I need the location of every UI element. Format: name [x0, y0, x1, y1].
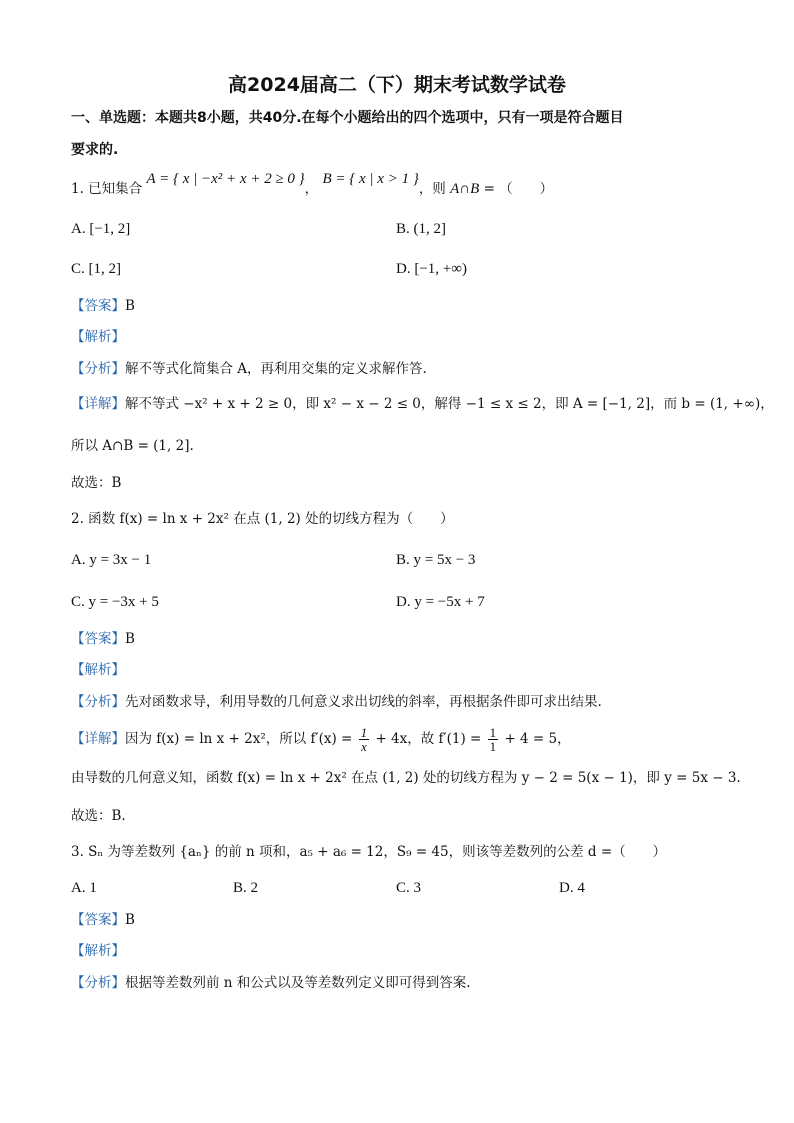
q2-option-a: A. y = 3x − 1	[71, 552, 152, 568]
q3-fenxi	[71, 974, 471, 992]
q1-stem-tail: = （ ）	[479, 181, 554, 197]
q2-frac1-den: x	[361, 739, 367, 754]
q1-set-b: B = { x | x > 1 }	[322, 171, 419, 187]
q1-fenxi	[71, 360, 427, 378]
q1-option-b: B. (1, 2]	[396, 221, 446, 237]
q1-sep: ，	[304, 181, 319, 197]
answer-tag: 【答案】	[71, 298, 125, 314]
q1-set-a: A = { x | −x² + x + 2 ≥ 0 }	[146, 171, 305, 187]
q2-answer-value: B	[125, 631, 135, 647]
q2-detail-b: + 4x，故 f′(1) =	[375, 731, 482, 747]
question-3-stem: 3. Sₙ 为等差数列 {aₙ} 的前 n 项和，a₅ + a₆ = 12，S₉ = 45，则该等差数列的公差 d =（ ）	[71, 844, 667, 860]
q3-answer	[71, 911, 135, 929]
q2-fraction-2	[488, 726, 499, 753]
q1-option-c: C. [1, 2]	[71, 261, 121, 277]
q3-option-c: C. 3	[396, 880, 422, 896]
question-2-stem: 2. 函数 f(x) = ln x + 2x² 在点 (1, 2) 处的切线方程为（ ）	[71, 511, 454, 527]
q1-detail-text: 解不等式 −x² + x + 2 ≥ 0，即 x² − x − 2 ≤ 0，解得 −1 ≤ x ≤ 2，即 A = [−1, 2]，而 b = (1, +∞)，	[125, 396, 774, 412]
q1-detail-cont: 所以 A∩B = (1, 2].	[71, 438, 194, 454]
q1-answer	[71, 297, 135, 315]
q1-stem-prefix: 1. 已知集合	[71, 181, 143, 197]
page-title: 高2024届高二（下）期末考试数学试卷	[228, 74, 566, 96]
question-1-stem	[71, 171, 554, 198]
q1-fenxi-text: 解不等式化简集合 A，再利用交集的定义求解作答.	[125, 361, 427, 377]
q1-answer-value: B	[125, 298, 135, 314]
fenxi-tag: 【分析】	[71, 361, 125, 377]
section-heading-cont: 要求的.	[71, 142, 119, 158]
analysis-tag: 【解析】	[71, 329, 125, 345]
q1-detail	[71, 395, 774, 413]
fenxi-tag: 【分析】	[71, 694, 125, 710]
answer-tag: 【答案】	[71, 631, 125, 647]
section-heading: 一、单选题：本题共8小题，共40分.在每个小题给出的四个选项中，只有一项是符合题目	[71, 110, 624, 126]
detail-tag: 【详解】	[71, 396, 125, 412]
q2-detail-c: + 4 = 5，	[504, 731, 571, 747]
q2-option-c: C. y = −3x + 5	[71, 594, 159, 610]
q2-fenxi-text: 先对函数求导，利用导数的几何意义求出切线的斜率，再根据条件即可求出结果.	[125, 694, 602, 710]
q2-fraction-1	[359, 726, 370, 753]
fenxi-tag: 【分析】	[71, 975, 125, 991]
q1-stem-post: ，则	[418, 181, 446, 197]
detail-tag: 【详解】	[71, 731, 125, 747]
q1-choose: 故选：B	[71, 475, 122, 491]
q2-fenxi	[71, 693, 602, 711]
answer-tag: 【答案】	[71, 912, 125, 928]
q2-frac1-num: 1	[360, 725, 368, 740]
q2-frac2-den: 1	[489, 739, 497, 754]
q3-option-a: A. 1	[71, 880, 97, 896]
q1-option-d: D. [−1, +∞)	[396, 261, 467, 277]
q2-detail-cont: 由导数的几何意义知，函数 f(x) = ln x + 2x² 在点 (1, 2) 处的切线方程为 y − 2 = 5(x − 1)，即 y = 5x − 3.	[71, 770, 741, 786]
q2-frac2-num: 1	[489, 725, 497, 740]
q2-detail-a: 因为 f(x) = ln x + 2x²，所以 f′(x) =	[125, 731, 353, 747]
q2-choose: 故选：B.	[71, 808, 126, 824]
q2-answer	[71, 630, 135, 648]
q3-option-b: B. 2	[233, 880, 259, 896]
q2-analysis	[71, 661, 125, 679]
q3-fenxi-text: 根据等差数列前 n 和公式以及等差数列定义即可得到答案.	[125, 975, 471, 991]
q2-option-d: D. y = −5x + 7	[396, 594, 485, 610]
q3-answer-value: B	[125, 912, 135, 928]
q1-option-a: A. [−1, 2]	[71, 221, 131, 237]
q1-analysis	[71, 328, 125, 346]
analysis-tag: 【解析】	[71, 943, 125, 959]
q3-analysis	[71, 942, 125, 960]
q2-option-b: B. y = 5x − 3	[396, 552, 476, 568]
analysis-tag: 【解析】	[71, 662, 125, 678]
q1-expr: A∩B	[450, 181, 480, 197]
q2-detail	[71, 726, 571, 753]
q3-option-d: D. 4	[559, 880, 585, 896]
